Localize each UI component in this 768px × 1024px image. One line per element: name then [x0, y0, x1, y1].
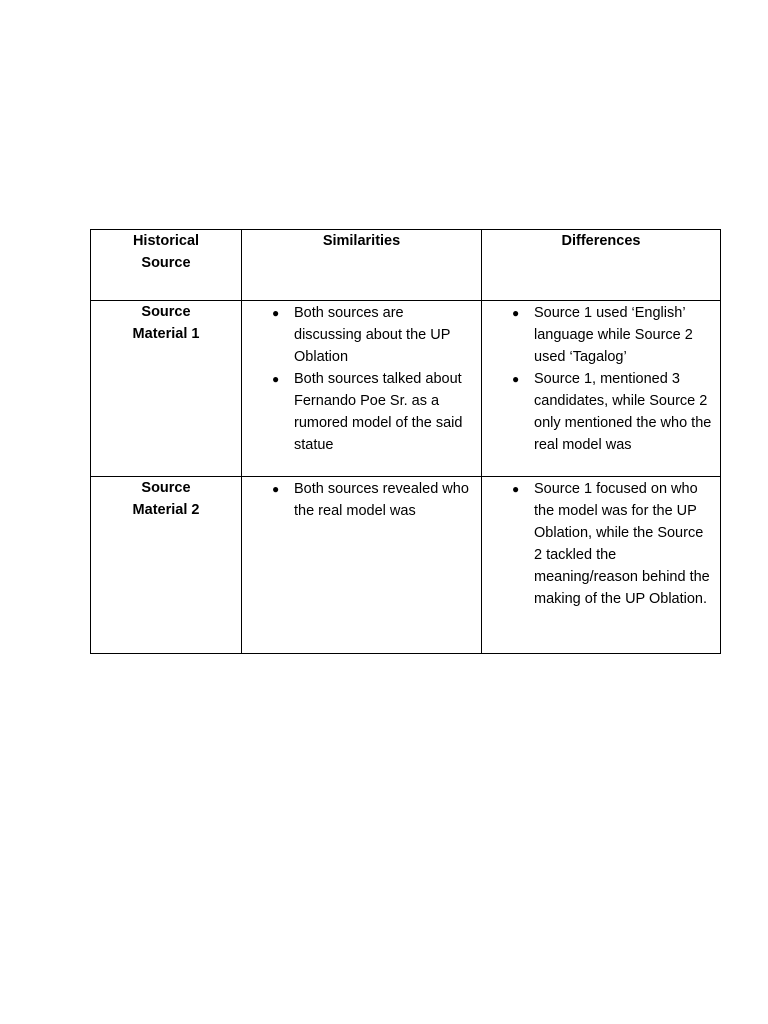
differences-list	[482, 478, 720, 610]
list-item	[242, 368, 481, 456]
comparison-table	[90, 229, 721, 654]
row-label-source-material-1	[91, 301, 242, 477]
differences-cell	[482, 301, 721, 477]
row-label-line2: Material 2	[132, 502, 200, 518]
similarities-cell	[242, 301, 482, 477]
similarities-list	[242, 478, 481, 522]
list-item-text: Both sources talked about Fernando Poe Sr. as a rumored model of the said statue	[294, 371, 463, 453]
list-item-text: Both sources revealed who the real model was	[294, 481, 469, 519]
header-similarities: Similarities	[242, 230, 482, 301]
list-item	[242, 302, 481, 368]
list-item-text: Source 1 focused on who the model was for the UP Oblation, while the Source 2 tackled the meaning/reason behind the making of the UP Oblation.	[534, 481, 710, 607]
differences-list	[482, 302, 720, 456]
row-label-line2: Material 1	[132, 326, 200, 342]
bullet-icon: ●	[272, 372, 280, 386]
list-item-text: Both sources are discussing about the UP Oblation	[294, 305, 451, 365]
header-differences: Differences	[482, 230, 721, 301]
list-item	[242, 478, 481, 522]
header-historical-source-line2: Source	[141, 255, 191, 271]
row-label-line1: Source	[141, 480, 191, 496]
table-header-row	[91, 230, 721, 301]
header-historical-source	[91, 230, 242, 301]
list-item-text: Source 1 used ‘English’ language while Source 2 used ‘Tagalog’	[534, 305, 693, 365]
table-row	[91, 301, 721, 477]
bullet-icon: ●	[512, 482, 520, 496]
bullet-icon: ●	[272, 482, 280, 496]
list-item	[482, 368, 720, 456]
row-label-source-material-2	[91, 477, 242, 654]
list-item	[482, 302, 720, 368]
bullet-icon: ●	[512, 372, 520, 386]
bullet-icon: ●	[512, 306, 520, 320]
row-label-line1: Source	[141, 304, 191, 320]
similarities-cell	[242, 477, 482, 654]
similarities-list	[242, 302, 481, 456]
list-item	[482, 478, 720, 610]
bullet-icon: ●	[272, 306, 280, 320]
table-row	[91, 477, 721, 654]
list-item-text: Source 1, mentioned 3 candidates, while Source 2 only mentioned the who the real model was	[534, 371, 712, 453]
differences-cell	[482, 477, 721, 654]
header-historical-source-line1: Historical	[132, 233, 200, 249]
